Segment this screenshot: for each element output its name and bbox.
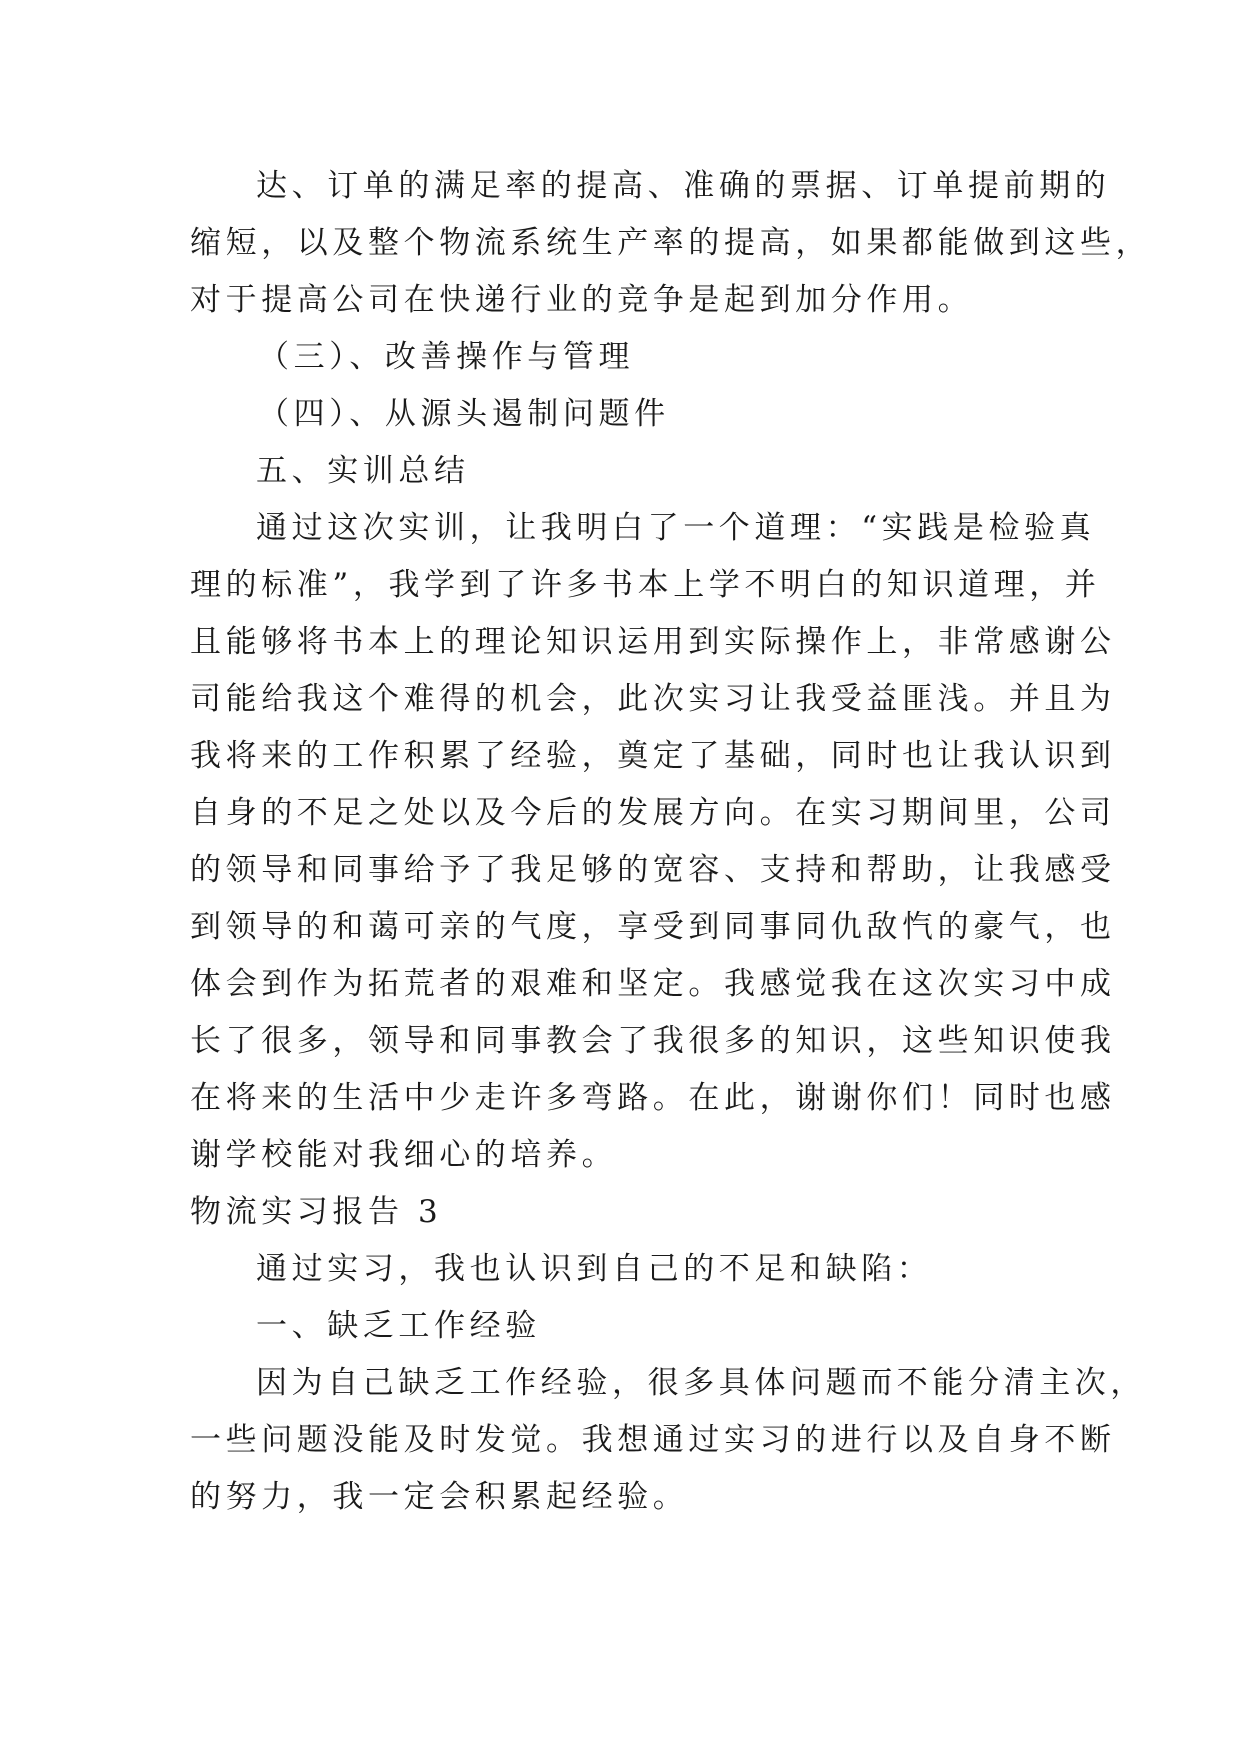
body-line: 一些问题没能及时发觉。我想通过实习的进行以及自身不断 — [190, 1422, 1116, 1458]
body-line: 理的标准”，我学到了许多书本上学不明白的知识道理，并 — [190, 567, 1101, 603]
body-line: 的努力，我一定会积累起经验。 — [190, 1479, 689, 1515]
body-line: 且能够将书本上的理论知识运用到实际操作上，非常感谢公 — [190, 624, 1116, 660]
body-line: 司能给我这个难得的机会，此次实习让我受益匪浅。并且为 — [190, 681, 1116, 717]
body-line: 通过实习，我也认识到自己的不足和缺陷： — [256, 1251, 933, 1287]
body-line: 到领导的和蔼可亲的气度，享受到同事同仇敌忾的豪气，也 — [190, 909, 1116, 945]
section-heading: （四）、从源头遏制问题件 — [258, 396, 670, 432]
body-line: 在将来的生活中少走许多弯路。在此，谢谢你们！同时也感 — [190, 1080, 1116, 1116]
body-line: 自身的不足之处以及今后的发展方向。在实习期间里，公司 — [190, 795, 1116, 831]
body-line: 谢学校能对我细心的培养。 — [190, 1137, 618, 1173]
body-line: 达、订单的满足率的提高、准确的票据、订单提前期的 — [256, 168, 1111, 204]
body-line: 长了很多，领导和同事教会了我很多的知识，这些知识使我 — [190, 1023, 1116, 1059]
body-line: 通过这次实训，让我明白了一个道理：“实践是检验真 — [256, 510, 1096, 546]
document-title: 物流实习报告 3 — [190, 1194, 443, 1230]
body-line: 对于提高公司在快递行业的竞争是起到加分作用。 — [190, 282, 974, 318]
body-line: 因为自己缺乏工作经验，很多具体问题而不能分清主次， — [256, 1365, 1146, 1401]
section-heading: 一、缺乏工作经验 — [256, 1308, 541, 1344]
body-line: 我将来的工作积累了经验，奠定了基础，同时也让我认识到 — [190, 738, 1116, 774]
body-line: 体会到作为拓荒者的艰难和坚定。我感觉我在这次实习中成 — [190, 966, 1116, 1002]
section-heading: 五、实训总结 — [256, 453, 470, 489]
body-line: 的领导和同事给予了我足够的宽容、支持和帮助，让我感受 — [190, 852, 1116, 888]
body-line: 缩短，以及整个物流系统生产率的提高，如果都能做到这些， — [190, 225, 1152, 261]
section-heading: （三）、改善操作与管理 — [258, 339, 635, 375]
